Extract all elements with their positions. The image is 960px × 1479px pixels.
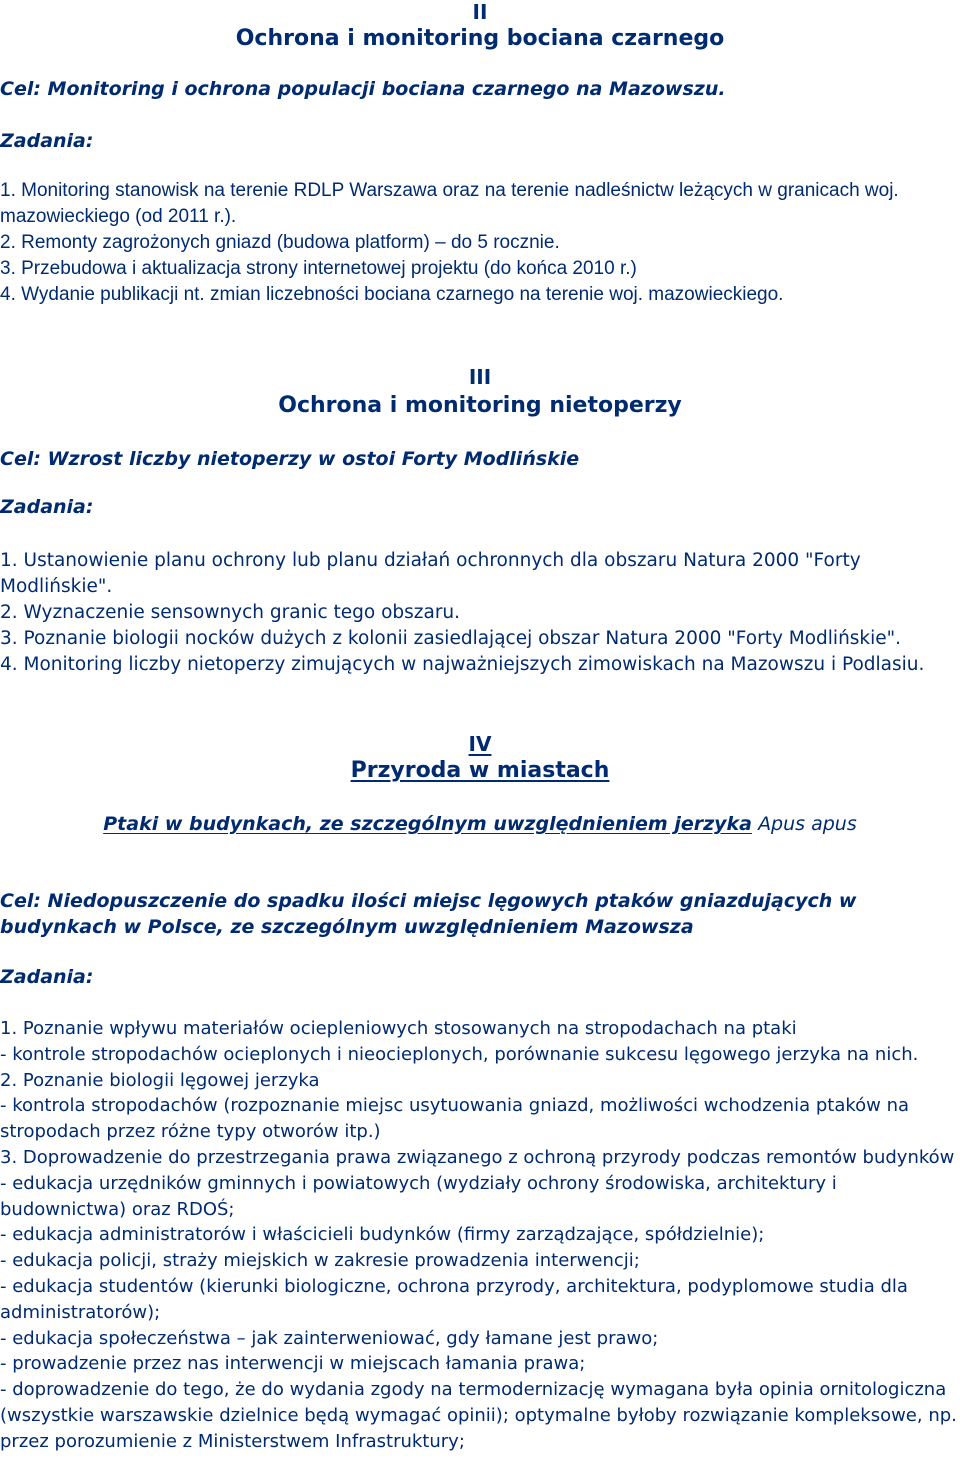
list-item: - doprowadzenie do tego, że do wydania zgody na termodernizację wymagana była opinia ornitologiczna (wszystkie warszawskie dzielnice będą wymagać opinii); optymalne byłoby rozwiązanie kompleksowe, np. przez porozumienie z Ministerstwem Infrastruktury;	[0, 1379, 957, 1452]
section-4-subtitle-latin: Apus apus	[758, 813, 857, 835]
list-item: - edukacja policji, straży miejskich w zakresie prowadzenia interwencji;	[0, 1250, 640, 1272]
section-3-tasks-label: Zadania:	[0, 496, 94, 518]
section-2-number: II	[472, 0, 488, 24]
section-4-subtitle-text: Ptaki w budynkach, ze szczególnym uwzględnieniem jerzyka	[103, 813, 753, 835]
list-item: - edukacja urzędników gminnych i powiatowych (wydziały ochrony środowiska, architektury i budownictwa) oraz RDOŚ;	[0, 1172, 837, 1220]
list-item: - kontrole stropodachów ocieplonych i nieocieplonych, porównanie sukcesu lęgowego jerzyka na nich.	[0, 1043, 919, 1065]
list-item: 3. Doprowadzenie do przestrzegania prawa związanego z ochroną przyrody podczas remontów budynków	[0, 1146, 955, 1168]
list-item: 3. Przebudowa i aktualizacja strony internetowej projektu (do końca 2010 r.)	[0, 258, 637, 279]
list-item: 4. Wydanie publikacji nt. zmian liczebności bociana czarnego na terenie woj. mazowieckiego.	[0, 284, 784, 305]
list-item: 4. Monitoring liczby nietoperzy zimujących w najważniejszych zimowiskach na Mazowszu i Podlasiu.	[0, 654, 925, 675]
list-item: 1. Poznanie wpływu materiałów ociepleniowych stosowanych na stropodachach na ptaki	[0, 1018, 797, 1039]
list-item: - edukacja administratorów i właścicieli budynków (firmy zarządzające, spółdzielnie);	[0, 1224, 765, 1246]
list-item: - kontrola stropodachów (rozpoznanie miejsc usytuowania gniazd, możliwości wchodzenia ptaków na stropodach przez różne typy otworów itp.)	[0, 1095, 910, 1143]
section-4-tasks-label: Zadania:	[0, 966, 94, 988]
list-item: 2. Wyznaczenie sensownych granic tego obszaru.	[0, 602, 461, 623]
list-item: - prowadzenie przez nas interwencji w miejscach łamania prawa;	[0, 1353, 586, 1375]
section-2-task-list	[0, 178, 958, 308]
section-4-title: Przyroda w miastach	[350, 758, 610, 783]
section-4-task-list	[0, 1016, 958, 1455]
section-2-tasks-label: Zadania:	[0, 130, 94, 152]
section-4-goal: Cel: Niedopuszczenie do spadku ilości miejsc lęgowych ptaków gniazdujących w budynkach w Polsce, ze szczególnym uwzględnieniem Mazowsza	[0, 890, 857, 938]
section-3-number: III	[468, 365, 492, 389]
section-2-title: Ochrona i monitoring bociana czarnego	[235, 26, 725, 51]
section-4-number: IV	[468, 732, 492, 756]
list-item: - edukacja społeczeństwa – jak zainterweniować, gdy łamane jest prawo;	[0, 1327, 659, 1349]
section-4-subtitle	[0, 813, 960, 835]
section-3-title: Ochrona i monitoring nietoperzy	[278, 393, 682, 418]
list-item: - edukacja studentów (kierunki biologiczne, ochrona przyrody, architektura, podyplomowe studia dla administratorów);	[0, 1275, 908, 1323]
section-3-goal: Cel: Wzrost liczby nietoperzy w ostoi Forty Modlińskie	[0, 448, 580, 470]
list-item: 2. Remonty zagrożonych gniazd (budowa platform) – do 5 rocznie.	[0, 232, 560, 253]
section-2-goal: Cel: Monitoring i ochrona populacji bociana czarnego na Mazowszu.	[0, 78, 726, 100]
list-item: 1. Monitoring stanowisk na terenie RDLP Warszawa oraz na terenie nadleśnictw leżących w granicach woj. mazowieckiego (od 2011 r.).	[0, 180, 899, 227]
list-item: 3. Poznanie biologii nocków dużych z kolonii zasiedlającej obszar Natura 2000 "Forty Modlińskie".	[0, 628, 902, 649]
list-item: 1. Ustanowienie planu ochrony lub planu działań ochronnych dla obszaru Natura 2000 "Forty Modlińskie".	[0, 550, 861, 597]
section-3-task-list	[0, 548, 958, 678]
list-item: 2. Poznanie biologii lęgowej jerzyka	[0, 1069, 320, 1091]
